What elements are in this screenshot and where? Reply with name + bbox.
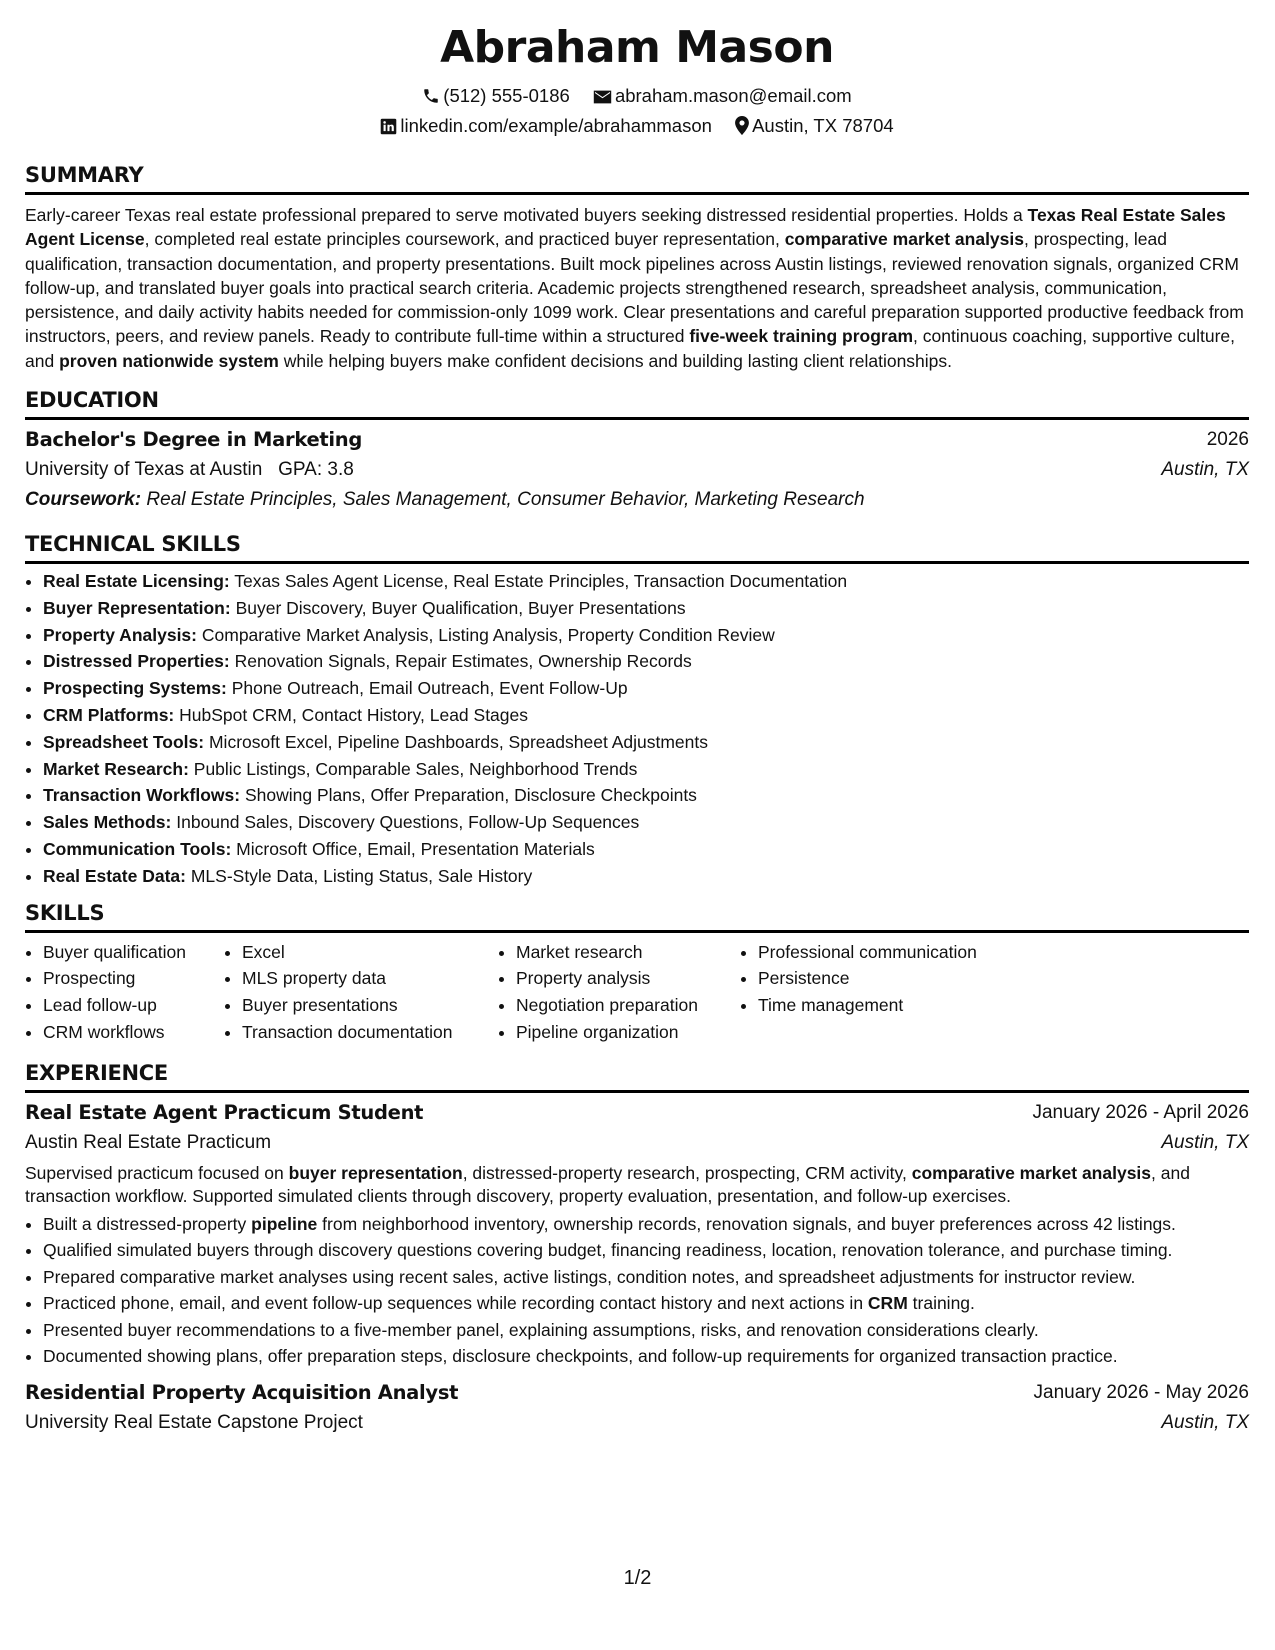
school-name: University of Texas at Austin	[25, 459, 263, 481]
list-item: • Time management	[758, 992, 1058, 1019]
list-item: • Prospecting Systems: Phone Outreach, Email Outreach, Event Follow-Up	[43, 675, 1249, 702]
education-section	[25, 387, 1249, 515]
summary-heading: SUMMARY	[25, 162, 1249, 195]
list-item: • Buyer qualification	[43, 939, 224, 966]
list-item: • Buyer Representation: Buyer Discovery, Buyer Qualification, Buyer Presentations	[43, 595, 1249, 622]
gpa: GPA: 3.8	[278, 459, 354, 481]
school-location: Austin, TX	[1161, 459, 1249, 481]
list-item: • Distressed Properties: Renovation Signals, Repair Estimates, Ownership Records	[43, 648, 1249, 675]
contact-line-2	[25, 114, 1249, 138]
list-item: • Sales Methods: Inbound Sales, Discovery Questions, Follow-Up Sequences	[43, 809, 1249, 836]
list-item: • Persistence	[758, 965, 1058, 992]
technical-skills-list	[25, 568, 1249, 890]
resume-page	[25, 0, 1249, 1438]
location-contact	[735, 114, 894, 138]
linkedin-contact[interactable]	[380, 114, 712, 138]
skills-column-2	[224, 939, 498, 1046]
list-item: • Professional communication	[758, 939, 1058, 966]
list-item: • Documented showing plans, offer preparation steps, disclosure checkpoints, and follow-up requirements for organized transaction practice.	[43, 1345, 1249, 1369]
candidate-name: Abraham Mason	[440, 22, 834, 73]
list-item: • Prospecting	[43, 965, 224, 992]
email-text: abraham.mason@email.com	[614, 85, 852, 106]
list-item: • Transaction documentation	[242, 1019, 498, 1046]
job-bullets	[25, 1213, 1249, 1369]
list-item: • Practiced phone, email, and event follow-up sequences while recording contact history and next actions in CRM training.	[43, 1292, 1249, 1316]
job-description: Supervised practicum focused on buyer representation, distressed-property research, prospecting, CRM activity, comparative market analysis, and transaction workflow. Supported simulated clients through discovery, property evaluation, presentation, and follow-up exercises.	[25, 1162, 1190, 1207]
list-item: • Built a distressed-property pipeline from neighborhood inventory, ownership records, renovation signals, and buyer preferences across 42 listings.	[43, 1213, 1249, 1237]
contact-line-1	[25, 84, 1249, 108]
list-item: • CRM Platforms: HubSpot CRM, Contact History, Lead Stages	[43, 702, 1249, 729]
education-degree-row	[25, 425, 1249, 455]
list-item: • Market Research: Public Listings, Comparable Sales, Neighborhood Trends	[43, 756, 1249, 783]
coursework-line	[25, 485, 1249, 515]
school-info	[25, 455, 354, 485]
list-item: • Prepared comparative market analyses using recent sales, active listings, condition notes, and spreadsheet adjustments for instructor review.	[43, 1266, 1249, 1290]
envelope-icon	[593, 89, 612, 105]
graduation-year: 2026	[1206, 429, 1249, 451]
map-pin-icon	[735, 116, 749, 135]
job-location: Austin, TX	[1161, 1131, 1249, 1153]
degree-name: Bachelor's Degree in Marketing	[25, 428, 363, 452]
technical-skills-section	[25, 531, 1249, 890]
list-item: • Presented buyer recommendations to a five-member panel, explaining assumptions, risks, and renovation considerations clearly.	[43, 1319, 1249, 1343]
list-item: • Real Estate Data: MLS-Style Data, Listing Status, Sale History	[43, 863, 1249, 890]
skills-column-1	[25, 939, 224, 1046]
phone-contact	[422, 84, 570, 108]
linkedin-text: linkedin.com/example/abrahammason	[400, 115, 712, 136]
job-location: Austin, TX	[1161, 1411, 1249, 1433]
job-title: Real Estate Agent Practicum Student	[25, 1100, 424, 1124]
linkedin-icon	[380, 118, 397, 135]
skills-section	[25, 900, 1249, 1046]
job-title: Residential Property Acquisition Analyst	[25, 1380, 459, 1404]
list-item: • Spreadsheet Tools: Microsoft Excel, Pipeline Dashboards, Spreadsheet Adjustments	[43, 729, 1249, 756]
summary-text: Early-career Texas real estate professional prepared to serve motivated buyers seeking distressed residential properties. Holds a Texas Real Estate Sales Agent License, completed real estate principles coursework, and practiced buyer representation, comparative market analysis, prospecting, lead qualification, transaction documentation, and property presentations. Built mock pipelines across Austin listings, reviewed renovation signals, organized CRM follow-up, and translated buyer goals into practical search criteria. Academic projects strengthened research, spreadsheet analysis, communication, persistence, and daily activity habits needed for commission-only 1099 work. Clear presentations and careful preparation supported productive feedback from instructors, peers, and review panels. Ready to contribute full-time within a structured five-week training program, continuous coaching, supportive culture, and proven nationwide system while helping buyers make confident decisions and building lasting client relationships.	[25, 205, 1244, 371]
phone-icon	[422, 87, 440, 105]
list-item: • Property Analysis: Comparative Market Analysis, Listing Analysis, Property Condition Review	[43, 622, 1249, 649]
job-dates: January 2026 - April 2026	[1032, 1101, 1249, 1123]
job-title-row	[25, 1098, 1249, 1128]
skills-column-3	[498, 939, 740, 1046]
list-item: • Real Estate Licensing: Texas Sales Agent License, Real Estate Principles, Transaction Documentation	[43, 568, 1249, 595]
experience-heading: EXPERIENCE	[25, 1060, 1249, 1093]
list-item: • Pipeline organization	[516, 1019, 740, 1046]
list-item: • MLS property data	[242, 965, 498, 992]
skills-heading: SKILLS	[25, 900, 1249, 933]
coursework-list: Real Estate Principles, Sales Management, Consumer Behavior, Marketing Research	[146, 489, 865, 511]
phone-text: (512) 555-0186	[443, 85, 570, 106]
list-item: • Excel	[242, 939, 498, 966]
job-org: University Real Estate Capstone Project	[25, 1411, 363, 1433]
list-item: • Qualified simulated buyers through discovery questions covering budget, financing readiness, location, renovation tolerance, and purchase timing.	[43, 1239, 1249, 1263]
technical-skills-heading: TECHNICAL SKILLS	[25, 531, 1249, 564]
job-org-row	[25, 1128, 1249, 1158]
job-org: Austin Real Estate Practicum	[25, 1131, 272, 1153]
list-item: • Negotiation preparation	[516, 992, 740, 1019]
job-dates: January 2026 - May 2026	[1033, 1381, 1249, 1403]
education-heading: EDUCATION	[25, 387, 1249, 420]
list-item: • Market research	[516, 939, 740, 966]
location-text: Austin, TX 78704	[752, 115, 894, 136]
list-item: • Transaction Workflows: Showing Plans, Offer Preparation, Disclosure Checkpoints	[43, 782, 1249, 809]
list-item: • Property analysis	[516, 965, 740, 992]
email-contact[interactable]	[593, 84, 852, 108]
list-item: • Lead follow-up	[43, 992, 224, 1019]
coursework-label: Coursework:	[25, 489, 142, 511]
list-item: • Communication Tools: Microsoft Office, Email, Presentation Materials	[43, 836, 1249, 863]
skills-column-4	[740, 939, 1058, 1046]
list-item: • CRM workflows	[43, 1019, 224, 1046]
experience-section	[25, 1060, 1249, 1438]
summary-section	[25, 162, 1249, 373]
education-school-row	[25, 455, 1249, 485]
skills-grid	[25, 939, 1249, 1046]
job-title-row	[25, 1378, 1249, 1408]
page-number: 1/2	[623, 1567, 652, 1589]
job-org-row	[25, 1408, 1249, 1438]
list-item: • Buyer presentations	[242, 992, 498, 1019]
